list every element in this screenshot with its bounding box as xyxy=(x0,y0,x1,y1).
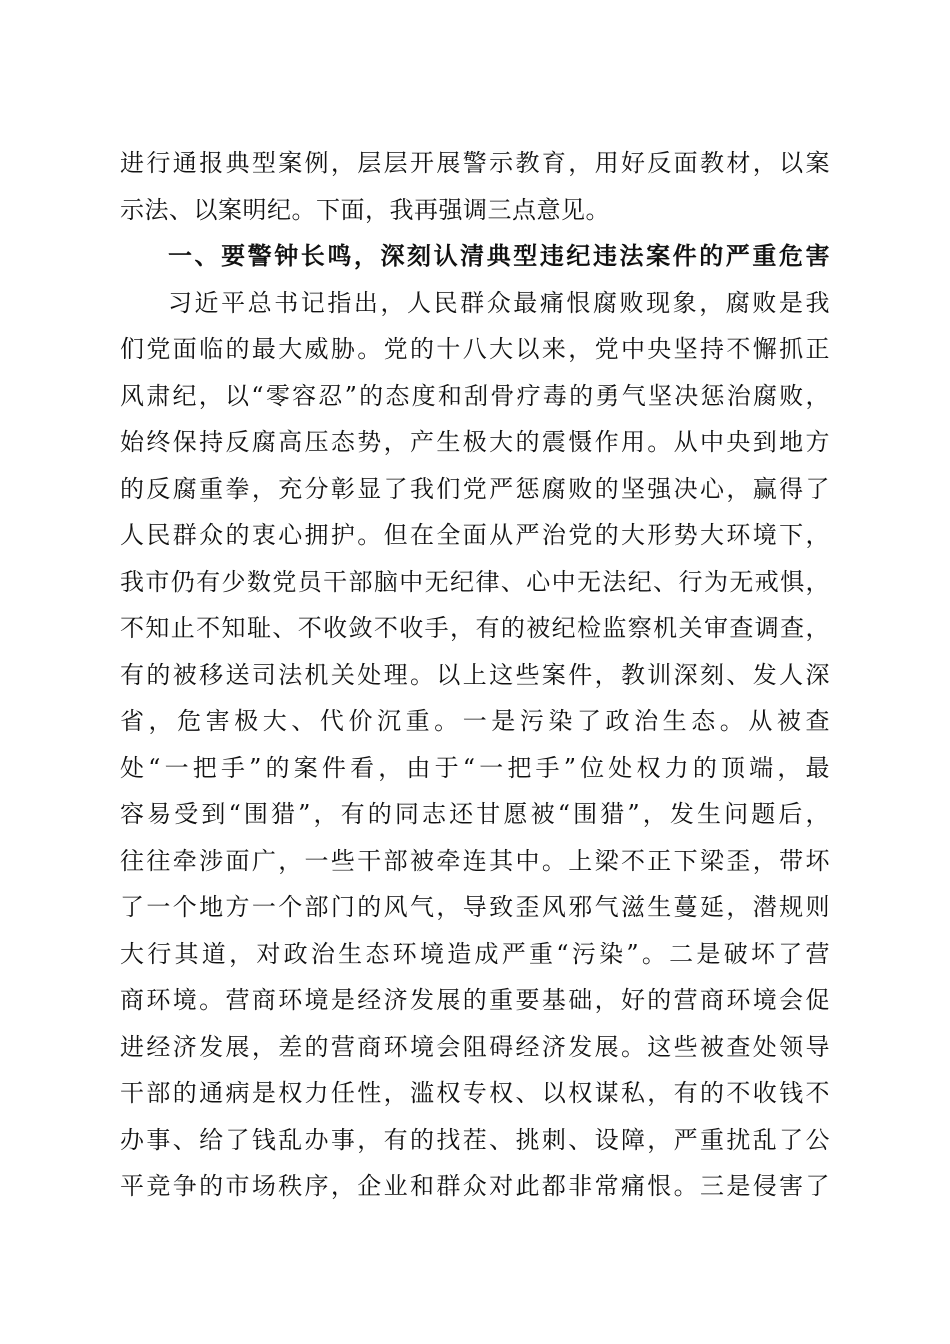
text-line: 们党面临的最大威胁。党的十八大以来，党中央坚持不懈抓正 xyxy=(120,335,830,363)
section-heading: 一、要警钟长鸣，深刻认清典型违纪违法案件的严重危害 xyxy=(168,242,830,270)
text-line: 的反腐重拳，充分彰显了我们党严惩腐败的坚强决心，赢得了 xyxy=(120,474,830,503)
text-line: 示法、以案明纪。下面，我再强调三点意见。 xyxy=(120,195,610,224)
text-line: 不知止不知耻、不收敛不收手，有的被纪检监察机关审查调查， xyxy=(120,614,830,642)
text-line: 平竞争的市场秩序，企业和群众对此都非常痛恨。三是侵害了 xyxy=(120,1172,830,1200)
text-line: 处“一把手”的案件看，由于“一把手”位处权力的顶端，最 xyxy=(120,753,830,782)
main-paragraph xyxy=(120,280,830,1210)
text-line: 人民群众的衷心拥护。但在全面从严治党的大形势大环境下， xyxy=(120,521,830,549)
intro-paragraph xyxy=(120,140,830,233)
text-line: 风肃纪，以“零容忍”的态度和刮骨疗毒的勇气坚决惩治腐败， xyxy=(120,381,830,410)
document-body xyxy=(120,140,830,1210)
text-line: 商环境。营商环境是经济发展的重要基础，好的营商环境会促 xyxy=(120,986,830,1014)
text-line: 往往牵涉面广，一些干部被牵连其中。上梁不正下梁歪，带坏 xyxy=(120,846,830,875)
text-line: 进经济发展，差的营商环境会阻碍经济发展。这些被查处领导 xyxy=(120,1032,830,1061)
text-line: 干部的通病是权力任性，滥权专权、以权谋私，有的不收钱不 xyxy=(120,1079,830,1107)
text-line: 容易受到“围猎”，有的同志还甘愿被“围猎”，发生问题后， xyxy=(120,800,830,828)
text-line: 我市仍有少数党员干部脑中无纪律、心中无法纪、行为无戒惧， xyxy=(120,567,830,596)
text-line: 有的被移送司法机关处理。以上这些案件，教训深刻、发人深 xyxy=(120,660,830,689)
text-line: 习近平总书记指出，人民群众最痛恨腐败现象，腐败是我 xyxy=(168,288,830,317)
text-line: 了一个地方一个部门的风气，导致歪风邪气滋生蔓延，潜规则 xyxy=(120,893,830,921)
text-line: 办事、给了钱乱办事，有的找茬、挑刺、设障，严重扰乱了公 xyxy=(120,1125,830,1154)
text-line: 大行其道，对政治生态环境造成严重“污染”。二是破坏了营 xyxy=(120,939,830,968)
text-line: 进行通报典型案例，层层开展警示教育，用好反面教材，以案 xyxy=(120,149,830,177)
text-line: 始终保持反腐高压态势，产生极大的震慑作用。从中央到地方 xyxy=(120,428,830,456)
text-line: 省，危害极大、代价沉重。一是污染了政治生态。从被查 xyxy=(120,707,830,735)
